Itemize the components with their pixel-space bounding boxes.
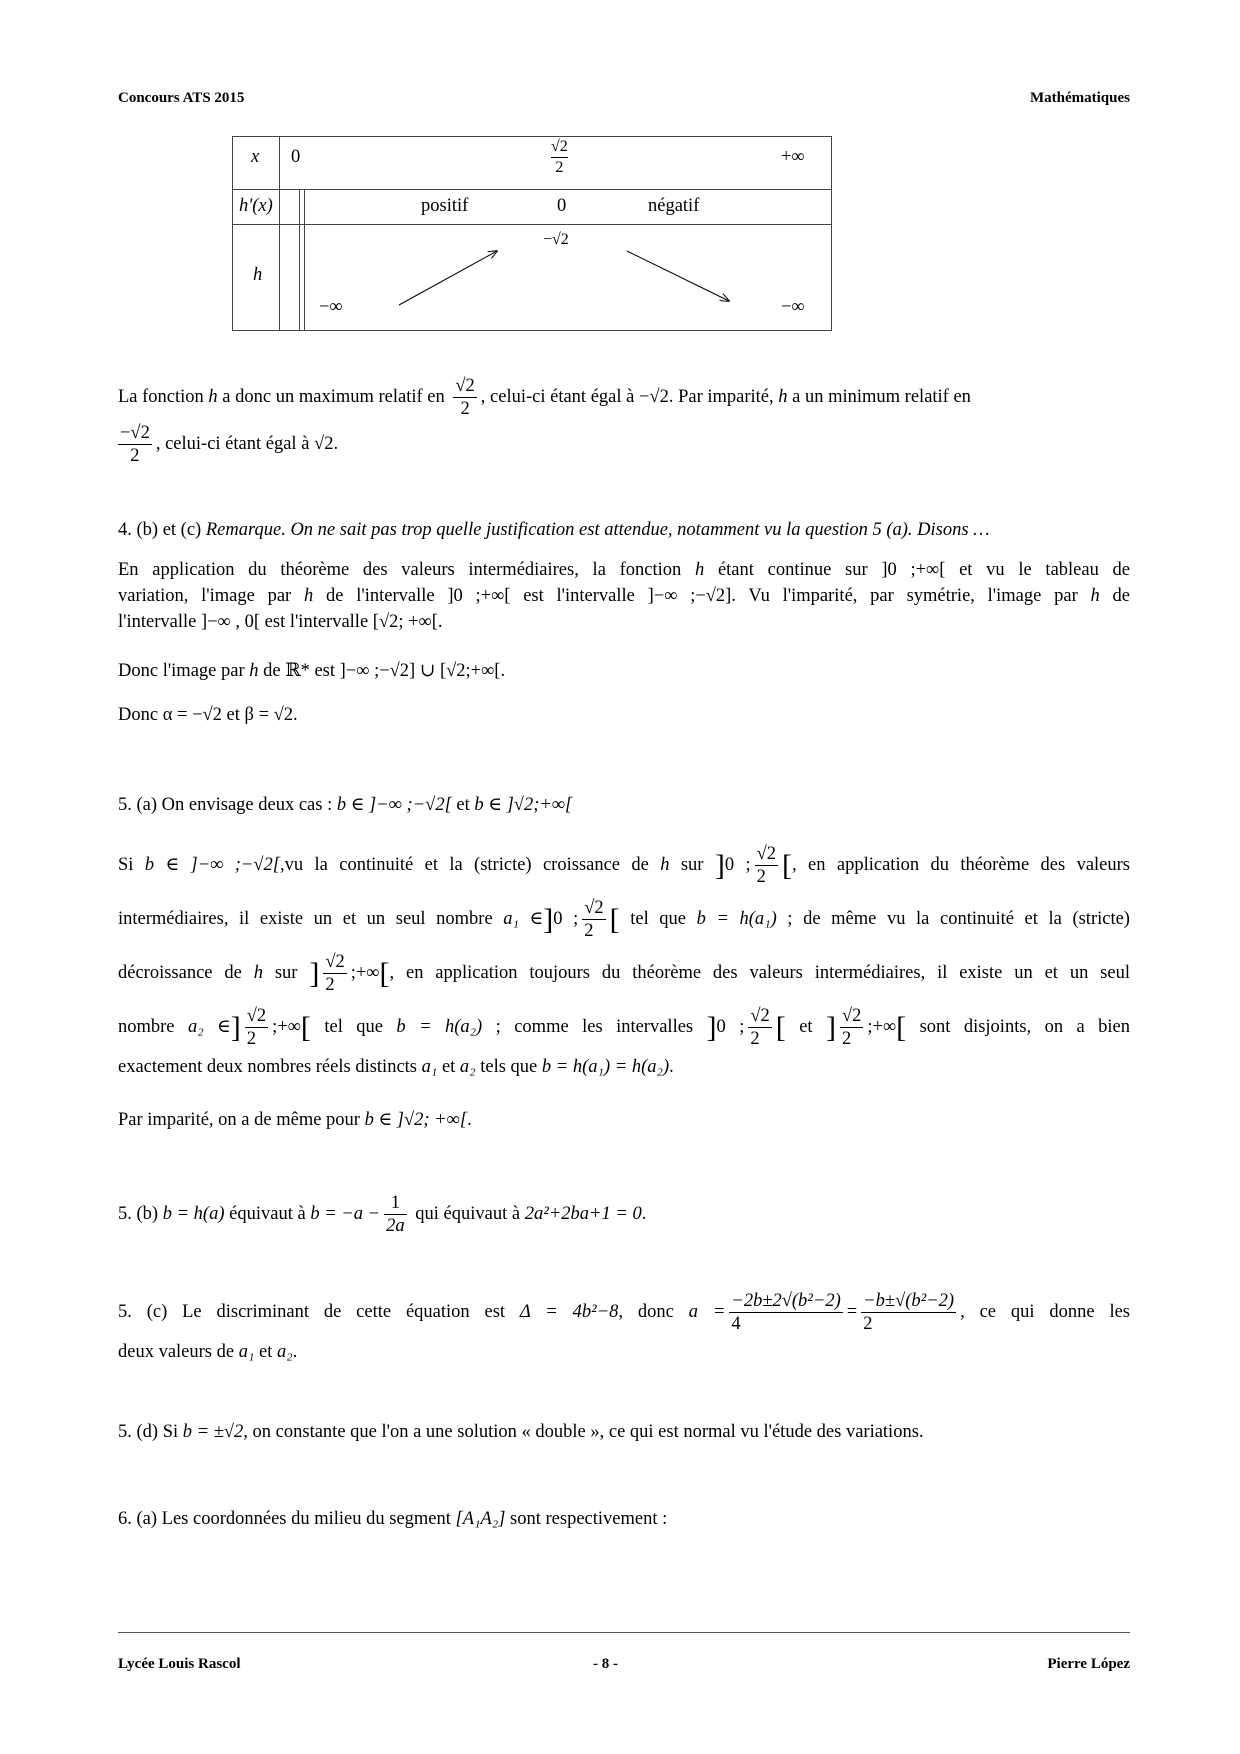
p7-frac-4-num: √2 [246,1006,267,1027]
row-h-left: −∞ [319,297,343,317]
p1-fraction-2-den: 2 [130,446,140,466]
p7-t3: sur [669,855,715,875]
paragraph-imparity [118,1107,1130,1133]
p7-t11: nombre [118,1017,188,1037]
p3-i3: ]−∞ ;−√2] [647,586,732,606]
p7-t13: ; comme les intervalles [482,1017,707,1037]
p7-frac-3 [323,951,346,996]
p7-t5: intermédiaires, il existe un et un seul nombre [118,909,504,929]
footer-right: Pierre López [1047,1656,1130,1672]
p7-t7: ; de même vu la continuité et la (stricte) [776,909,1130,929]
p3-line-2 [118,583,1130,609]
p4-t2: de [258,661,286,681]
p10-e2: a = [688,1301,726,1322]
p11-e1: b = ±√2 [182,1422,244,1442]
p1-h: h [208,386,218,407]
p9-frac [384,1192,407,1237]
p4-t4: . [500,661,506,681]
p1-text-1: La fonction [118,386,209,407]
p10-frac-1-num: −2b±2√(b²−2) [731,1291,841,1311]
paragraph-5a-detail [118,836,1130,1082]
p10-t1: 5. (c) Le discriminant de cette équation est [118,1301,520,1322]
p3-h3: h [1090,586,1100,606]
p10-frac-1 [729,1290,842,1335]
p7-frac-1-num: √2 [756,844,777,865]
p7-bracket-6: [ [379,956,390,990]
p8-t1: Par imparité, on a de même pour [118,1110,365,1130]
p7-eq3: b = h(a₁) = h(a₂) [541,1057,670,1077]
p7-frac-1-den: 2 [756,867,766,888]
p7-t2: ,vu la continuité et la (stricte) croissance de [280,855,661,875]
p9-t1: 5. (b) [118,1203,163,1224]
p10-t6: . [292,1342,298,1362]
p7-frac-3-num: √2 [325,952,345,973]
p7-a2: a₂ ∈ [187,1017,231,1037]
p7-eq1: b = h(a₁) [696,909,777,929]
p9-e1: b = h(a) [162,1203,225,1224]
p7-i3b: ;+∞ [350,963,380,983]
p4-t1: Donc l'image par [118,661,250,681]
p7-frac-5-num: √2 [750,1006,770,1027]
p7-i1a: 0 ; [724,855,751,875]
p7-t8: décroissance de [118,963,254,983]
row-h-right: −∞ [781,297,805,317]
row-h-max: −√2 [543,231,569,248]
paragraph-6a [118,1506,1130,1532]
p7-h1: h [660,855,670,875]
p7-bracket-3: ] [543,902,554,936]
p7-bracket-4: [ [609,902,620,936]
p10-t4: deux valeurs de [118,1342,239,1362]
p9-frac-den: 2a [386,1216,405,1236]
p1-text-6: , celui-ci étant égal à [155,433,315,454]
variation-table [232,136,832,331]
p10-a2: a₂ [277,1342,293,1362]
row-d-label: h'(x) [239,196,273,216]
decreasing-arrow [627,251,729,301]
p1-value-1: −√2 [638,386,669,407]
p7-line-1 [118,836,1130,890]
p7-a2s: a₂ [459,1057,476,1077]
p6-t2: et [451,795,475,815]
p7-bracket-9: ] [706,1010,717,1044]
paragraph-5b [118,1192,1130,1237]
p4-h: h [249,661,259,681]
p2-remark: Remarque. On ne sait pas trop quelle justification est attendue, notamment vu la question 5 (a). Disons … [205,520,990,540]
row-x-label: x [251,147,260,167]
p3-t6: est l'intervalle [510,586,648,606]
p7-t16: exactement deux nombres réels distincts [118,1057,422,1077]
p7-frac-2-den: 2 [584,921,594,942]
p1-text-3: , celui-ci étant égal à [480,386,639,407]
paragraph-5d [118,1419,1130,1445]
paragraph-minimum [118,422,1130,467]
p11-t2: , on constante que l'on a une solution « double », ce qui est normal vu l'étude des variations. [243,1422,924,1442]
p7-frac-6-num: √2 [841,1006,862,1027]
p7-bracket-11: ] [825,1010,836,1044]
p3-line-1 [118,557,1130,583]
paragraph-remark [118,517,1130,543]
p7-frac-3-den: 2 [325,975,335,996]
p3-t8: de [1099,586,1130,606]
p3-i4: ]−∞ , 0[ [200,612,261,632]
p9-e2: b = −a − [310,1203,381,1224]
p7-a1s: a₁ [421,1057,438,1077]
p1-fraction-den: 2 [460,399,470,419]
p3-t11: . [437,612,443,632]
p1-text-2: a donc un maximum relatif en [217,386,450,407]
row-x-mid-den: 2 [555,159,564,176]
p7-t10: , en application toujours du théorème des valeurs intermédiaires, il existe un et un seul [389,963,1130,983]
p7-i3b-2: ;+∞ [272,1017,301,1037]
p8-c: b ∈ ]√2; +∞[ [364,1110,468,1130]
p10-frac-2-num: −b±√(b²−2) [863,1291,955,1311]
p10-t3: , ce qui donne les [960,1301,1131,1322]
p7-frac-4-den: 2 [246,1029,256,1050]
p7-i1a-3: 0 ; [716,1017,745,1037]
p9-t2: équivaut à [224,1203,311,1224]
p10-e1: Δ = 4b²−8 [519,1301,619,1322]
p7-line-3 [118,944,1130,998]
paragraph-ivt [118,557,1130,635]
p7-bracket-2: [ [782,848,793,882]
p3-i2: ]0 ;+∞[ [447,586,511,606]
p4-expr: ]−∞ ;−√2] ∪ [√2;+∞[ [339,661,501,681]
p7-a1: a₁ ∈ [503,909,544,929]
p7-t17: et [437,1057,460,1077]
p1-fraction-2 [118,422,152,467]
p1-text-7: . [333,433,339,454]
p11-t1: 5. (d) Si [118,1422,183,1442]
p7-bracket-5: ] [309,956,320,990]
row-d-neg: négatif [648,196,700,216]
p7-frac-2 [582,897,605,942]
p7-i1a-2: 0 ; [553,909,579,929]
p1-text-4: . Par imparité, [668,386,779,407]
row-x-start: 0 [291,147,301,167]
p6-c2: b ∈ ]√2;+∞[ [474,795,573,815]
p10-frac-2-den: 2 [863,1314,873,1334]
row-d-zero: 0 [557,196,567,216]
p5-t3: . [293,705,298,725]
p3-line-3 [118,609,1130,635]
p12-t2: sont respectivement : [505,1509,668,1529]
p3-t9: l'intervalle [118,612,201,632]
p9-frac-num: 1 [384,1192,407,1215]
p10-t5: et [254,1342,278,1362]
p10-t2: , donc [618,1301,689,1322]
p7-frac-6-den: 2 [841,1029,852,1050]
paragraph-maximum [118,375,1130,420]
p7-t1: Si [118,855,145,875]
p6-t1: 5. (a) On envisage deux cas : [118,795,337,815]
p9-e3: 2a²+2ba+1 = 0 [524,1203,642,1224]
row-d-pos: positif [421,196,469,216]
p1-value-2: √2 [314,433,334,454]
p10-line-2 [118,1339,1130,1365]
p5-t2: et [221,705,245,725]
p12-t1: 6. (a) Les coordonnées du milieu du segment [118,1509,456,1529]
p2-lead: 4. (b) et (c) [118,520,206,540]
p7-line-4 [118,998,1130,1052]
p3-t3: et vu le tableau de [945,560,1131,580]
p7-i3b-3: ;+∞ [867,1017,897,1037]
p3-h2: h [303,586,314,606]
p7-frac-2-num: √2 [584,898,604,919]
p6-c1: b ∈ ]−∞ ;−√2[ [336,795,452,815]
p7-t12: tel que [310,1017,397,1037]
p7-frac-5-den: 2 [750,1029,760,1050]
p4-t3: est [309,661,340,681]
p7-line-2 [118,890,1130,944]
paragraph-alpha-beta [118,702,1130,728]
p9-t3: qui équivaut à [410,1203,525,1224]
p7-t15: sont disjoints, on a bien [906,1017,1130,1037]
p7-frac-6 [840,1005,863,1050]
p7-bracket-8: [ [300,1010,311,1044]
footer-page-number: - 8 - [593,1656,618,1672]
paragraph-5c [118,1290,1130,1365]
p5-alpha: α = −√2 [162,705,222,725]
p3-i5: [√2; +∞[ [372,612,438,632]
footer-left: Lycée Louis Rascol [118,1656,241,1672]
p7-frac-4 [245,1005,268,1050]
p3-t4: variation, l'image par [118,586,304,606]
p10-frac-1-den: 4 [731,1314,741,1334]
header-left: Concours ATS 2015 [118,90,245,106]
paragraph-5a [118,792,1130,818]
p7-bracket-1: ] [714,848,725,882]
p4-reals: ℝ* [285,661,310,681]
p3-i1: ]0 ;+∞[ [881,560,946,580]
p10-a1: a₁ [238,1342,255,1362]
p7-t18: tels que [475,1057,542,1077]
p7-c1: b ∈ ]−∞ ;−√2[ [144,855,281,875]
paragraph-image [118,658,1130,684]
p3-t1: En application du théorème des valeurs intermédiaires, la fonction [118,560,695,580]
p1-fraction [453,375,476,420]
page [118,0,1130,1754]
p7-t9: sur [262,963,310,983]
p9-t4: . [641,1203,647,1224]
p7-h2: h [253,963,263,983]
row-x-end: +∞ [781,147,805,167]
p3-t5: de l'intervalle [313,586,448,606]
p7-eq2: b = h(a₂) [396,1017,483,1037]
p1-fraction-num: √2 [455,376,475,396]
p10-frac-2 [861,1290,956,1335]
p8-t2: . [467,1110,472,1130]
p7-line-5 [118,1052,1130,1082]
p7-bracket-7: ] [230,1010,241,1044]
p3-h1: h [694,560,705,580]
p7-frac-1 [755,843,778,888]
p12-seg: [A₁A₂] [455,1509,506,1529]
p7-bracket-10: [ [775,1010,786,1044]
p5-beta: β = √2 [244,705,294,725]
p7-t14: et [785,1017,826,1037]
footer-rule [118,1632,1130,1633]
p3-t7: . Vu l'imparité, par symétrie, l'image par [731,586,1091,606]
header-right: Mathématiques [1030,90,1130,106]
p3-t10: est l'intervalle [260,612,373,632]
row-x-mid-num: √2 [551,137,568,158]
p1-fraction-2-num: −√2 [120,423,150,443]
p7-t19: . [669,1057,674,1077]
p1-h-2: h [778,386,788,407]
p3-t2: étant continue sur [704,560,882,580]
p10-line-1 [118,1290,1130,1335]
p7-frac-5 [748,1005,771,1050]
p7-t4: , en application du théorème des valeurs [792,855,1130,875]
p1-text-5: a un minimum relatif en [787,386,971,407]
p10-eq: = [846,1301,858,1322]
p5-t1: Donc [118,705,163,725]
variation-arrows [233,137,831,330]
increasing-arrow [399,251,497,305]
p7-bracket-12: [ [896,1010,907,1044]
p7-t6: tel que [619,909,697,929]
row-h-label: h [253,265,263,285]
